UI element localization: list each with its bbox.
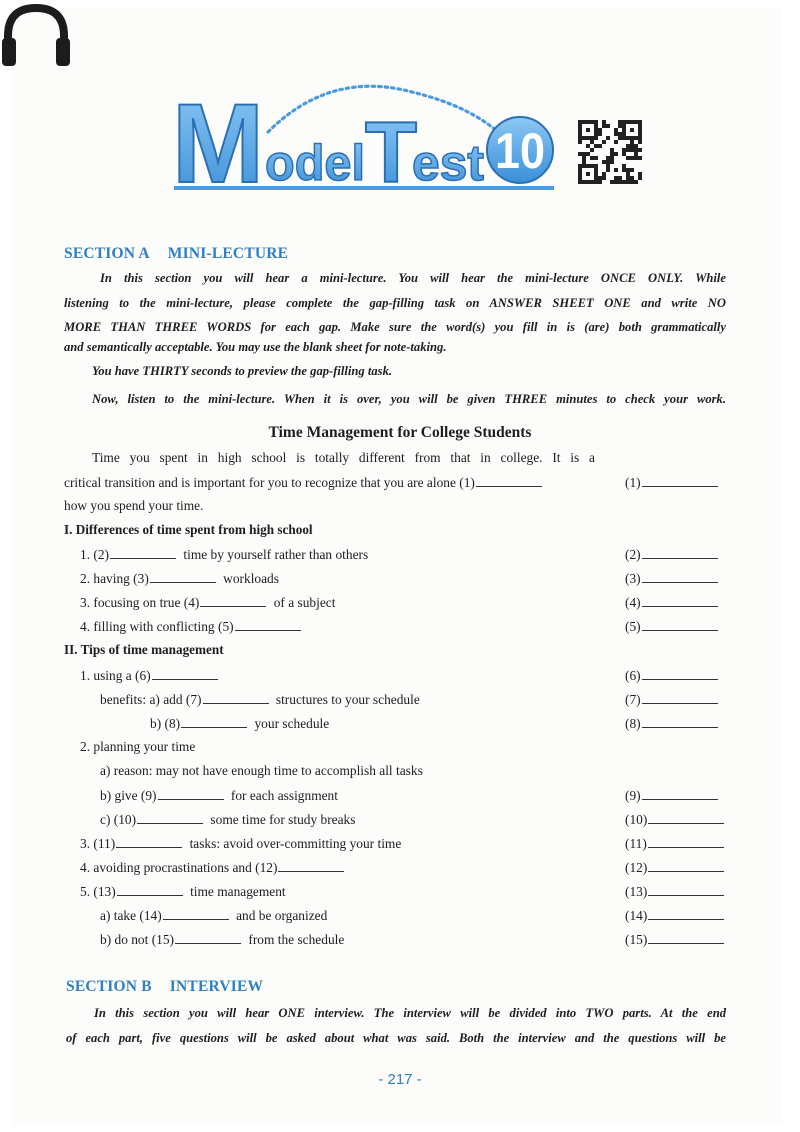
- item-text: 5. (13): [80, 884, 116, 899]
- answer-blank[interactable]: [625, 715, 723, 732]
- gap-blank[interactable]: [476, 474, 542, 487]
- item-text: for each assignment: [230, 788, 338, 803]
- answer-line[interactable]: [642, 546, 718, 559]
- model-test-banner: [0, 0, 800, 215]
- answer-line[interactable]: [648, 883, 724, 896]
- answer-blank[interactable]: [625, 859, 723, 876]
- answer-line[interactable]: [642, 667, 718, 680]
- item-text: b) (8): [150, 716, 181, 731]
- answer-label: (2): [625, 547, 641, 562]
- item-text: your schedule: [254, 716, 330, 731]
- answer-label: (14): [625, 908, 648, 923]
- gap-blank[interactable]: [116, 835, 182, 848]
- intro-text: how you spend your time.: [64, 498, 204, 513]
- item-text: 3. (11): [80, 836, 116, 851]
- answer-blank[interactable]: [625, 811, 723, 828]
- item-text: structures to your schedule: [275, 692, 420, 707]
- section-a-name: MINI-LECTURE: [167, 245, 289, 262]
- section-b-instructions: [66, 1001, 726, 1050]
- item-text: workloads: [223, 571, 279, 586]
- gap-blank[interactable]: [117, 883, 183, 896]
- intro-text: critical transition and is important for you to recognize that you are alone (1): [64, 475, 475, 490]
- list-item: [80, 835, 611, 852]
- gap-blank[interactable]: [278, 859, 344, 872]
- gap-blank[interactable]: [152, 667, 218, 680]
- answer-blank[interactable]: [625, 594, 723, 611]
- answer-label: (13): [625, 884, 648, 899]
- item-text: of a subject: [273, 595, 336, 610]
- title-letter-t: T: [365, 105, 417, 201]
- title-letter-m: M: [172, 81, 264, 206]
- instruction-line: listening to the mini-lecture, please complete the gap-filling task on ANSWER SHEET ONE and write NO: [64, 295, 726, 310]
- answer-label: (10): [625, 812, 648, 827]
- list-item: [80, 618, 611, 635]
- item-text: a) take (14): [100, 908, 162, 923]
- answer-line[interactable]: [642, 691, 718, 704]
- item-text: and be organized: [236, 908, 328, 923]
- item-text: b) do not (15): [100, 932, 175, 947]
- item-text: 4. filling with conflicting (5): [80, 619, 234, 634]
- list-item: [80, 883, 611, 900]
- item-text: tasks: avoid over-committing your time: [189, 836, 402, 851]
- answer-label: (9): [625, 788, 641, 803]
- page-number: - 217 -: [378, 1071, 422, 1088]
- gap-blank[interactable]: [110, 546, 176, 559]
- gap-blank[interactable]: [181, 715, 247, 728]
- section-b-name: INTERVIEW: [169, 978, 264, 995]
- intro-line: [92, 450, 595, 466]
- answer-blank[interactable]: [625, 667, 723, 684]
- item-text: time by yourself rather than others: [183, 547, 369, 562]
- list-item: [80, 594, 611, 611]
- gap-blank[interactable]: [150, 570, 216, 583]
- gap-blank[interactable]: [163, 907, 229, 920]
- list-item: [100, 787, 631, 804]
- answer-blank[interactable]: [625, 907, 723, 924]
- instruction-line: You have THIRTY seconds to preview the gap-filling task.: [92, 364, 393, 378]
- gap-blank[interactable]: [137, 811, 203, 824]
- instruction-line-last: [92, 387, 726, 412]
- answer-line[interactable]: [642, 594, 718, 607]
- answer-blank[interactable]: [625, 883, 723, 900]
- answer-line[interactable]: [648, 931, 724, 944]
- lecture-title: Time Management for College Students: [268, 424, 532, 441]
- answer-label: (15): [625, 932, 648, 947]
- item-text: 2. having (3): [80, 571, 149, 586]
- answer-label: (12): [625, 860, 648, 875]
- item-text: 4. avoiding procrastinations and (12): [80, 860, 278, 875]
- banner-graphic: [0, 0, 800, 215]
- section-a-label: SECTION A: [64, 245, 150, 262]
- item-text: 3. focusing on true (4): [80, 595, 200, 610]
- section-a-title: [64, 245, 306, 263]
- title-word-est: est: [412, 135, 485, 191]
- answer-blank[interactable]: [625, 931, 723, 948]
- answer-blank[interactable]: [625, 474, 723, 491]
- answer-blank[interactable]: [625, 570, 723, 587]
- answer-blank[interactable]: [625, 835, 723, 852]
- answer-label: (1): [625, 475, 641, 490]
- instruction-line: Now, listen to the mini-lecture. When it is over, you will be given THREE minutes to check your work.: [92, 392, 726, 406]
- answer-line[interactable]: [642, 618, 718, 631]
- list-item: a) reason: may not have enough time to accomplish all tasks: [100, 763, 423, 778]
- title-word-odel: odel: [265, 135, 365, 191]
- gap-blank[interactable]: [235, 618, 301, 631]
- section-b-title: [66, 978, 281, 996]
- list-item: [100, 691, 631, 708]
- answer-label: (7): [625, 692, 641, 707]
- item-text: benefits: a) add (7): [100, 692, 202, 707]
- answer-label: (3): [625, 571, 641, 586]
- instruction-line: of each part, five questions will be asked about what was said. Both the interview and the questions will be: [66, 1030, 726, 1045]
- answer-label: (8): [625, 716, 641, 731]
- answer-line[interactable]: [642, 474, 718, 487]
- answer-label: (11): [625, 836, 647, 851]
- section-b-label: SECTION B: [66, 978, 152, 995]
- answer-line[interactable]: [642, 570, 718, 583]
- answer-blank[interactable]: [625, 691, 723, 708]
- answer-blank[interactable]: [625, 546, 723, 563]
- list-item: [80, 546, 611, 563]
- item-text: 1. (2): [80, 547, 110, 562]
- item-text: c) (10): [100, 812, 137, 827]
- intro-line: [64, 474, 595, 491]
- answer-line[interactable]: [642, 787, 718, 800]
- headphones-icon[interactable]: [0, 0, 72, 68]
- list-item: [100, 811, 631, 828]
- gap-blank[interactable]: [175, 931, 241, 944]
- section-a-instructions: [64, 266, 726, 340]
- list-item: [100, 907, 631, 924]
- list-item: 2. planning your time: [80, 739, 196, 754]
- instruction-line: In this section you will hear a mini-lecture. You will hear the mini-lecture ONCE ONLY. While: [100, 271, 726, 285]
- answer-line[interactable]: [648, 835, 724, 848]
- item-text: time management: [190, 884, 286, 899]
- answer-blank[interactable]: [625, 618, 723, 635]
- answer-label: (5): [625, 619, 641, 634]
- instruction-line: and semantically acceptable. You may use the blank sheet for note-taking.: [64, 340, 447, 354]
- answer-label: (4): [625, 595, 641, 610]
- list-item: [100, 931, 631, 948]
- gap-blank[interactable]: [200, 594, 266, 607]
- list-item: [80, 859, 611, 876]
- answer-line[interactable]: [648, 907, 724, 920]
- answer-line[interactable]: [648, 859, 724, 872]
- answer-line[interactable]: [642, 715, 718, 728]
- item-text: b) give (9): [100, 788, 157, 803]
- item-text: 1. using a (6): [80, 668, 151, 683]
- list-item: [150, 715, 681, 732]
- intro-text: Time you spent in high school is totally different from that in college. It is a: [92, 450, 595, 465]
- part1-heading: I. Differences of time spent from high school: [64, 522, 313, 537]
- item-text: some time for study breaks: [210, 812, 356, 827]
- answer-label: (6): [625, 668, 641, 683]
- gap-blank[interactable]: [158, 787, 224, 800]
- answer-blank[interactable]: [625, 787, 723, 804]
- list-item: [80, 570, 611, 587]
- answer-line[interactable]: [648, 811, 724, 824]
- part2-heading: II. Tips of time management: [64, 642, 224, 657]
- qr-code-icon[interactable]: [578, 120, 642, 184]
- instruction-line: In this section you will hear ONE interview. The interview will be divided into TWO parts. At the end: [94, 1006, 726, 1020]
- gap-blank[interactable]: [203, 691, 269, 704]
- test-number: 10: [495, 123, 545, 179]
- list-item: [80, 667, 611, 684]
- item-text: from the schedule: [248, 932, 345, 947]
- instruction-line: MORE THAN THREE WORDS for each gap. Make sure the word(s) you fill in is (are) both grammatically: [64, 320, 726, 334]
